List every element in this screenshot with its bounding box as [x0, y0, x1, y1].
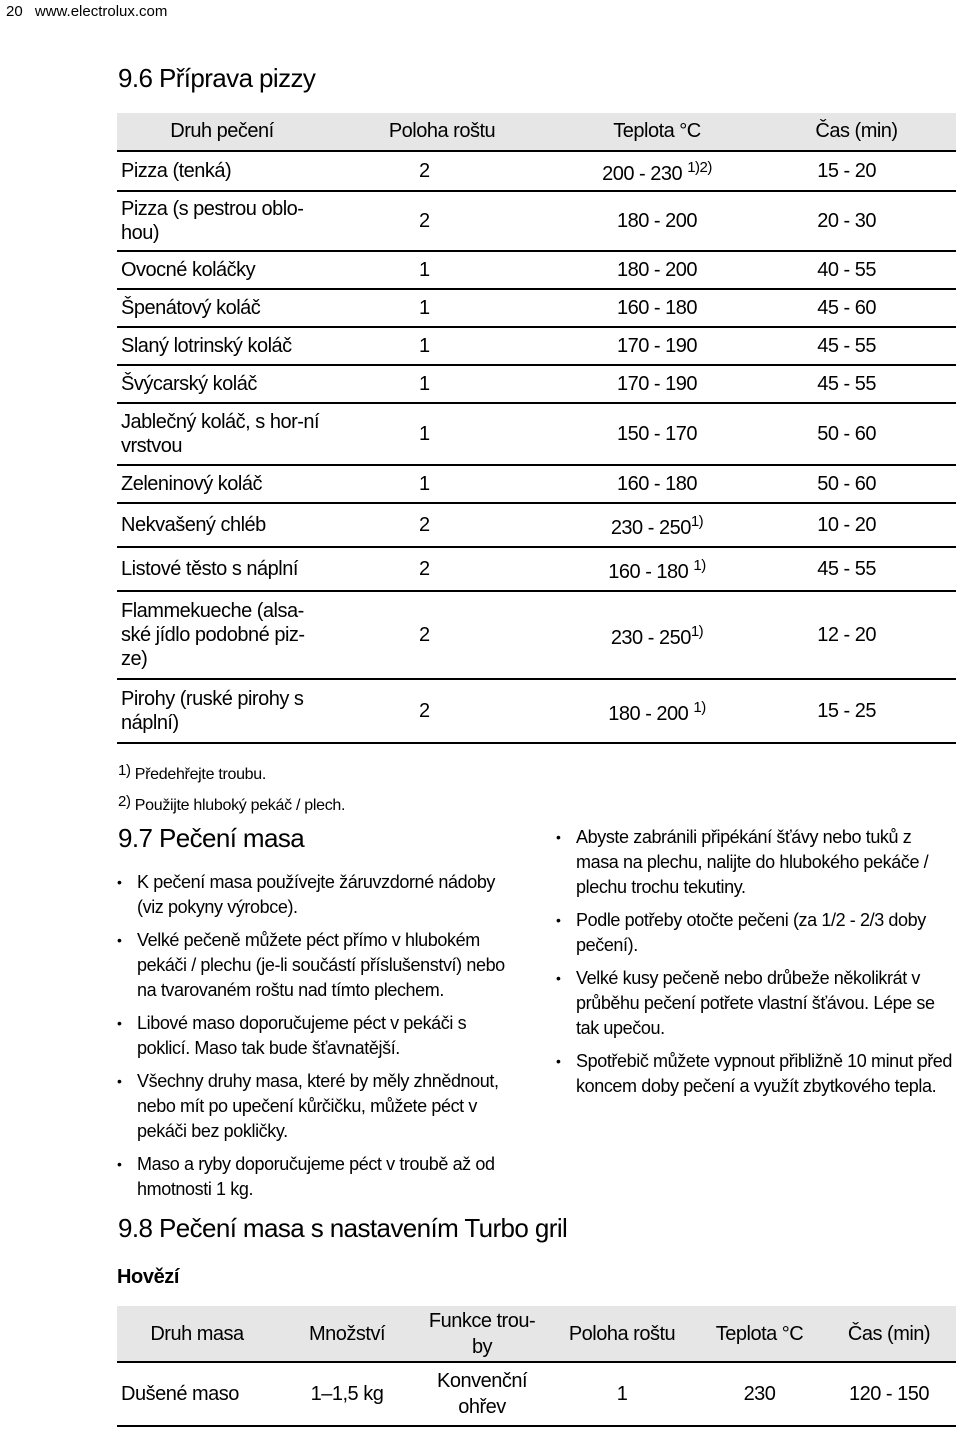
row-shelf: 1 — [327, 365, 557, 403]
temp-value: 230 - 250 — [610, 517, 691, 539]
table-row — [117, 365, 956, 403]
table-row — [117, 679, 956, 743]
meat-tips-right — [556, 825, 956, 1107]
col-header-time: Čas (min) — [822, 1306, 956, 1362]
footnotes — [118, 757, 345, 819]
row-temp — [557, 151, 757, 191]
row-name: Zeleninový koláč — [117, 465, 327, 503]
row-shelf: 2 — [327, 151, 557, 191]
row-time: 45 - 55 — [757, 365, 956, 403]
row-shelf: 2 — [327, 503, 557, 547]
col-header-amount: Množství — [277, 1306, 417, 1362]
turbo-subtitle: Hovězí — [117, 1266, 180, 1288]
row-temp — [557, 503, 757, 547]
page-url: www.electrolux.com — [34, 3, 168, 20]
list-item: • Velké kusy pečeně nebo drůbeže několikrát v průběhu pečení potřete vlastní šťávou. Lépe se tak upečou. — [556, 966, 956, 1041]
table-row — [117, 547, 956, 591]
row-name: Flammekueche (alsa-ské jídlo podobné piz-ze) — [117, 591, 327, 679]
table-row — [117, 289, 956, 327]
row-time: 20 - 30 — [757, 191, 956, 251]
row-temp: 170 - 190 — [557, 365, 757, 403]
row-name: Nekvašený chléb — [117, 503, 327, 547]
row-function: Konvenční ohřev — [417, 1362, 547, 1426]
footnote — [118, 757, 345, 788]
footnote-ref: 1)2) — [687, 159, 712, 176]
list-item: • Podle potřeby otočte pečeni (za 1/2 - 2/3 doby pečení). — [556, 908, 956, 958]
col-header-function: Funkce trou-by — [417, 1306, 547, 1362]
footnote-text: Použijte hluboký pekáč / plech. — [134, 797, 346, 814]
row-shelf: 2 — [327, 679, 557, 743]
col-header-temp: Teplota °C — [557, 113, 757, 151]
table-row — [117, 591, 956, 679]
temp-value: 160 - 180 — [608, 561, 689, 583]
row-time: 120 - 150 — [822, 1362, 956, 1426]
row-temp — [557, 547, 757, 591]
row-temp: 180 - 200 — [557, 251, 757, 289]
row-temp: 160 - 180 — [557, 465, 757, 503]
row-name: Listové těsto s náplní — [117, 547, 327, 591]
row-time: 15 - 20 — [757, 151, 956, 191]
row-shelf: 1 — [327, 327, 557, 365]
row-shelf: 2 — [327, 591, 557, 679]
footnote-mark: 1) — [118, 762, 131, 779]
table-row — [117, 403, 956, 465]
row-name: Špenátový koláč — [117, 289, 327, 327]
footnote — [118, 788, 345, 819]
footnote-ref: 1) — [693, 699, 706, 716]
page-header — [6, 3, 167, 20]
row-temp: 230 — [697, 1362, 822, 1426]
pizza-section-title: 9.6 Příprava pizzy — [118, 63, 316, 93]
meat-tips-left — [117, 870, 512, 1210]
table-row — [117, 251, 956, 289]
row-time: 45 - 55 — [757, 327, 956, 365]
row-temp — [557, 591, 757, 679]
list-item: • Maso a ryby doporučujeme péct v troubě až od hmotnosti 1 kg. — [117, 1152, 512, 1202]
row-time: 50 - 60 — [757, 465, 956, 503]
list-item: • Libové maso doporučujeme péct v pekáči s poklicí. Maso tak bude šťavnatější. — [117, 1011, 512, 1061]
row-name: Pizza (s pestrou oblo-hou) — [117, 191, 327, 251]
row-name: Dušené maso — [117, 1362, 277, 1426]
footnote-ref: 1) — [690, 513, 704, 530]
row-temp — [557, 679, 757, 743]
list-item: • K pečení masa používejte žáruvzdorné nádoby (viz pokyny výrobce). — [117, 870, 512, 920]
row-temp: 170 - 190 — [557, 327, 757, 365]
row-shelf: 1 — [327, 289, 557, 327]
temp-value: 180 - 200 — [608, 703, 689, 725]
pizza-table-header — [117, 113, 956, 151]
row-name: Švýcarský koláč — [117, 365, 327, 403]
row-name: Jablečný koláč, s hor-ní vrstvou — [117, 403, 327, 465]
row-name: Pirohy (ruské pirohy s náplní) — [117, 679, 327, 743]
pizza-table — [117, 113, 956, 744]
list-item: • Všechny druhy masa, které by měly zhnědnout, nebo mít po upečení kůrčičku, můžete péct v pekáči bez pokličky. — [117, 1069, 512, 1144]
row-shelf: 1 — [327, 465, 557, 503]
row-shelf: 2 — [327, 547, 557, 591]
row-shelf: 1 — [547, 1362, 697, 1426]
row-time: 12 - 20 — [757, 591, 956, 679]
col-header-time: Čas (min) — [757, 113, 956, 151]
row-temp: 180 - 200 — [557, 191, 757, 251]
col-header-type: Druh pečení — [117, 113, 327, 151]
row-shelf: 1 — [327, 403, 557, 465]
row-temp: 150 - 170 — [557, 403, 757, 465]
col-header-temp: Teplota °C — [697, 1306, 822, 1362]
list-item: • Spotřebič můžete vypnout přibližně 10 minut před koncem doby pečení a využít zbytkového tepla. — [556, 1049, 956, 1099]
temp-value: 230 - 250 — [610, 627, 691, 649]
beef-table — [117, 1306, 956, 1427]
row-shelf: 1 — [327, 251, 557, 289]
table-row — [117, 465, 956, 503]
list-item: • Velké pečeně můžete péct přímo v hlubokém pekáči / plechu (je-li součástí příslušenství) nebo na tvarovaném roštu nad tímto plechem. — [117, 928, 512, 1003]
row-time: 45 - 60 — [757, 289, 956, 327]
row-time: 10 - 20 — [757, 503, 956, 547]
row-temp: 160 - 180 — [557, 289, 757, 327]
page-number: 20 — [6, 3, 23, 20]
turbo-section-title: 9.8 Pečení masa s nastavením Turbo gril — [118, 1213, 568, 1243]
footnote-text: Předehřejte troubu. — [134, 766, 267, 783]
row-time: 15 - 25 — [757, 679, 956, 743]
footnote-ref: 1) — [690, 623, 704, 640]
table-row — [117, 503, 956, 547]
row-time: 45 - 55 — [757, 547, 956, 591]
row-amount: 1–1,5 kg — [277, 1362, 417, 1426]
beef-table-header — [117, 1306, 956, 1362]
temp-value: 200 - 230 — [602, 163, 683, 185]
row-shelf: 2 — [327, 191, 557, 251]
row-name: Ovocné koláčky — [117, 251, 327, 289]
table-row — [117, 151, 956, 191]
table-row — [117, 1362, 956, 1426]
table-row — [117, 327, 956, 365]
row-name: Slaný lotrinský koláč — [117, 327, 327, 365]
col-header-shelf: Poloha roštu — [327, 113, 557, 151]
footnote-ref: 1) — [693, 557, 706, 574]
col-header-shelf: Poloha roštu — [547, 1306, 697, 1362]
col-header-meat: Druh masa — [117, 1306, 277, 1362]
list-item: • Abyste zabránili připékání šťávy nebo tuků z masa na plechu, nalijte do hlubokého pekáče / plechu trochu tekutiny. — [556, 825, 956, 900]
meat-section-title: 9.7 Pečení masa — [118, 823, 305, 853]
row-time: 40 - 55 — [757, 251, 956, 289]
footnote-mark: 2) — [118, 793, 131, 810]
row-time: 50 - 60 — [757, 403, 956, 465]
row-name: Pizza (tenká) — [117, 151, 327, 191]
table-row — [117, 191, 956, 251]
